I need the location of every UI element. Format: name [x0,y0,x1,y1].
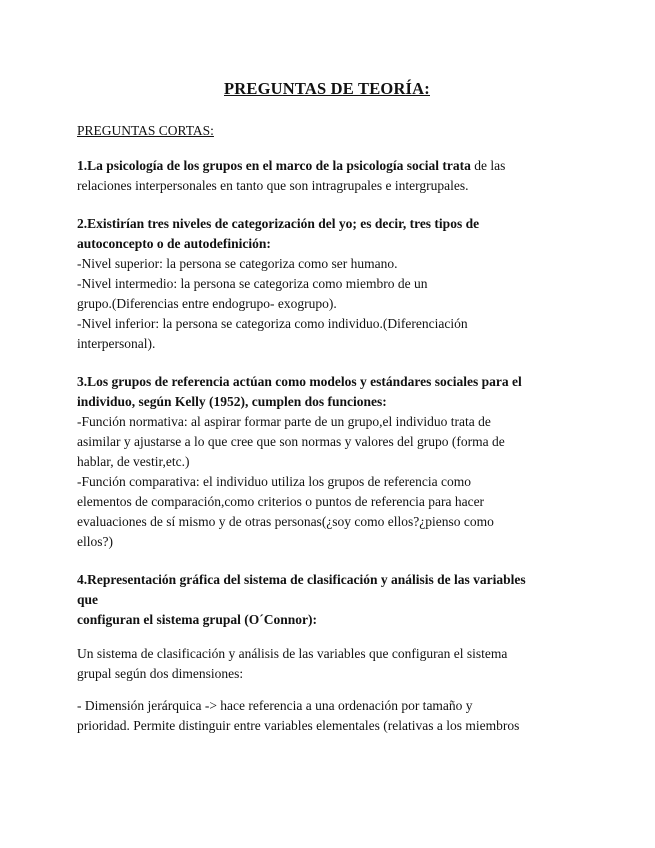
question-1-line-1 [77,156,577,176]
question-2 [77,214,577,354]
question-2-answer-line: -Nivel intermedio: la persona se categoriza como miembro de un [77,276,428,291]
paragraph-line: - Dimensión jerárquica -> hace referencia a una ordenación por tamaño y [77,698,473,713]
question-3-answer-line: elementos de comparación,como criterios o puntos de referencia para hacer [77,494,485,509]
question-2-answer-line: -Nivel inferior: la persona se categoriza como individuo.(Diferenciación [77,316,468,331]
question-1-text-rest: de las [470,158,506,173]
question-1-heading: 1.La psicología de los grupos en el marco de la psicología social trata [77,158,471,173]
question-2-heading-line-1: 2.Existirían tres niveles de categorización del yo; es decir, tres tipos de [77,216,480,231]
question-3-answer-line: -Función comparativa: el individuo utiliza los grupos de referencia como [77,474,472,489]
question-4-heading-line-2: que [77,592,99,607]
paragraph-line: prioridad. Permite distinguir entre variables elementales (relativas a los miembros [77,718,520,733]
question-4 [77,570,577,630]
question-3-answer-line: -Función normativa: al aspirar formar parte de un grupo,el individuo trata de [77,414,491,429]
question-4-paragraph-2 [77,696,577,736]
question-3-answer-line: ellos?) [77,534,113,549]
question-2-answer-line: interpersonal). [77,336,156,351]
question-1 [77,156,577,196]
question-1-line-2: relaciones interpersonales en tanto que son intragrupales e intergrupales. [77,178,469,193]
section-subtitle: PREGUNTAS CORTAS: [77,123,214,138]
question-2-answer-line: grupo.(Diferencias entre endogrupo- exogrupo). [77,296,337,311]
question-4-paragraph-1 [77,644,577,684]
question-3 [77,372,577,552]
document-content [77,78,577,748]
paragraph-line: Un sistema de clasificación y análisis de las variables que configuran el sistema [77,646,508,661]
question-4-heading-line-1: 4.Representación gráfica del sistema de clasificación y análisis de las variables [77,572,526,587]
page-title: PREGUNTAS DE TEORÍA: [223,79,430,98]
question-3-heading-line-1: 3.Los grupos de referencia actúan como modelos y estándares sociales para el [77,374,522,389]
question-3-answer-line: evaluaciones de sí mismo y de otras personas(¿soy como ellos?¿pienso como [77,514,494,529]
question-3-answer-line: hablar, de vestir,etc.) [77,454,190,469]
question-2-answer-line: -Nivel superior: la persona se categoriza como ser humano. [77,256,398,271]
question-4-heading-line-3: configuran el sistema grupal (O´Connor): [77,612,317,627]
question-3-heading-line-2: individuo, según Kelly (1952), cumplen dos funciones: [77,394,387,409]
paragraph-line: grupal según dos dimensiones: [77,666,244,681]
question-2-heading-line-2: autoconcepto o de autodefinición: [77,236,271,251]
question-3-answer-line: asimilar y ajustarse a lo que cree que son normas y valores del grupo (forma de [77,434,505,449]
